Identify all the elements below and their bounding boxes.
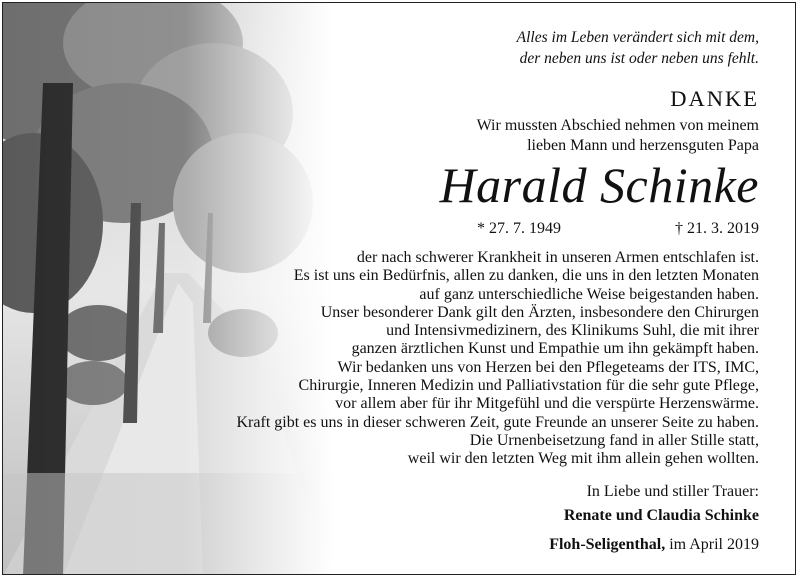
intro-line: lieben Mann und herzensguten Papa [527, 137, 759, 154]
body-line: der nach schwerer Krankheit in unseren Armen entschlafen ist. [356, 249, 759, 266]
place-and-date [549, 536, 759, 554]
heading-danke: DANKE [670, 86, 759, 111]
body-line: Unser besonderer Dank gilt den Ärzten, insbesondere den Chirurgen [320, 303, 759, 321]
signature-intro: In Liebe und stiller Trauer: [586, 483, 759, 500]
obituary-notice [2, 2, 796, 575]
signers-names: Renate und Claudia Schinke [563, 507, 759, 524]
body-line: Chirurgie, Inneren Medizin und Palliativstation für die sehr gute Pflege, [298, 377, 759, 395]
birth-date: * 27. 7. 1949 [477, 220, 561, 237]
body-line: Die Urnenbeisetzung fand in aller Stille statt, [469, 431, 759, 449]
body-line: weil wir den letzten Weg mit ihm allein gehen wollten. [407, 450, 759, 468]
body-line: Kraft gibt es uns in dieser schweren Zeit, gute Freunde an unserer Seite zu haben. [236, 413, 759, 431]
thanks-body [237, 249, 760, 469]
death-date: † 21. 3. 2019 [675, 220, 759, 237]
body-line: auf ganz unterschiedliche Weise beigestanden haben. [419, 285, 759, 303]
date-text: im April 2019 [665, 536, 759, 553]
motto-line: der neben uns ist oder neben uns fehlt. [519, 50, 759, 67]
deceased-name: Harald Schinke [439, 157, 759, 213]
intro-line: Wir mussten Abschied nehmen von meinem [476, 117, 759, 134]
body-line: ganzen ärztlichen Kunst und Empathie um ihn gekämpft haben. [351, 340, 759, 358]
body-line: vor allem aber für ihr Mitgefühl und die verspürte Herzenswärme. [335, 395, 759, 413]
place-name: Floh-Seligenthal, [549, 536, 666, 553]
body-line: Wir bedanken uns von Herzen bei den Pflegeteams der ITS, IMC, [337, 358, 759, 376]
body-line: und Intensivmedizinern, des Klinikums Suhl, die mit ihrer [386, 322, 759, 340]
motto-quote [517, 27, 759, 69]
motto-line: Alles im Leben verändert sich mit dem, [516, 29, 759, 46]
intro-text [477, 116, 759, 156]
body-line: Es ist uns ein Bedürfnis, allen zu danken, die uns in den letzten Monaten [293, 267, 759, 285]
